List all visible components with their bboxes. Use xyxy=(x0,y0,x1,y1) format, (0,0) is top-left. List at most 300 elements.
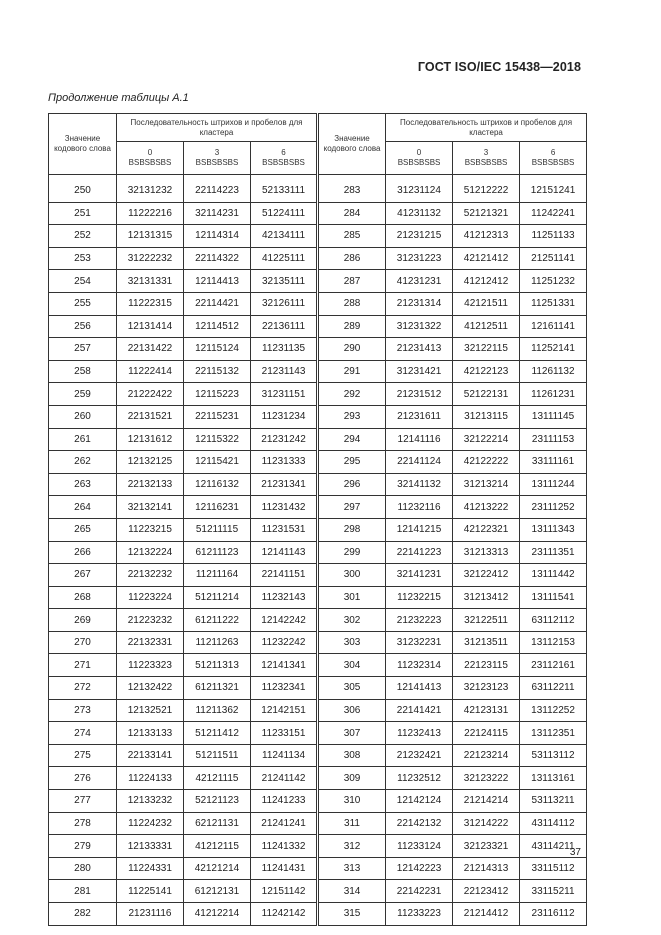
codeword-cell: 284 xyxy=(318,202,386,225)
cluster-header: 0 BSBSBSBS xyxy=(386,142,453,175)
sequence-cell: 11224331 xyxy=(117,857,184,880)
codeword-cell: 260 xyxy=(49,405,117,428)
sequence-cell: 32123222 xyxy=(453,767,520,790)
table-row xyxy=(49,270,587,293)
sequence-cell: 31214222 xyxy=(453,812,520,835)
sequence-cell: 52122131 xyxy=(453,383,520,406)
sequence-cell: 52133111 xyxy=(251,180,318,202)
sequence-cell: 42121412 xyxy=(453,247,520,270)
sequence-cell: 11211263 xyxy=(184,631,251,654)
table-caption: Продолжение таблицы А.1 xyxy=(48,92,189,104)
codeword-cell: 253 xyxy=(49,247,117,270)
cluster-header: 3 BSBSBSBS xyxy=(184,142,251,175)
table-row xyxy=(49,857,587,880)
sequence-cell: 52121321 xyxy=(453,202,520,225)
sequence-cell: 12114413 xyxy=(184,270,251,293)
sequence-cell: 11251331 xyxy=(520,292,587,315)
sequence-cell: 11232512 xyxy=(386,767,453,790)
codeword-cell: 279 xyxy=(49,835,117,858)
standard-designation: ГОСТ ISO/IEC 15438—2018 xyxy=(417,60,581,74)
sequence-cell: 22132331 xyxy=(117,631,184,654)
sequence-cell: 42134111 xyxy=(251,225,318,248)
sequence-cell: 61211123 xyxy=(184,541,251,564)
codeword-cell: 261 xyxy=(49,428,117,451)
sequence-cell: 31231223 xyxy=(386,247,453,270)
codeword-cell: 250 xyxy=(49,180,117,202)
codeword-cell: 269 xyxy=(49,609,117,632)
codeword-cell: 303 xyxy=(318,631,386,654)
sequence-cell: 12141116 xyxy=(386,428,453,451)
sequence-cell: 22115231 xyxy=(184,405,251,428)
sequence-cell: 32122115 xyxy=(453,338,520,361)
codeword-cell: 297 xyxy=(318,496,386,519)
sequence-cell: 12132224 xyxy=(117,541,184,564)
sequence-header-right: Последовательность штрихов и пробелов для кластера xyxy=(386,114,587,142)
codeword-cell: 282 xyxy=(49,903,117,926)
sequence-cell: 51211115 xyxy=(184,518,251,541)
sequence-cell: 12115124 xyxy=(184,338,251,361)
sequence-cell: 11232143 xyxy=(251,586,318,609)
table-row xyxy=(49,202,587,225)
sequence-cell: 11222315 xyxy=(117,292,184,315)
sequence-cell: 12131414 xyxy=(117,315,184,338)
sequence-cell: 61211222 xyxy=(184,609,251,632)
codeword-cell: 274 xyxy=(49,722,117,745)
sequence-cell: 43114112 xyxy=(520,812,587,835)
sequence-cell: 12142124 xyxy=(386,790,453,813)
table-row xyxy=(49,247,587,270)
table-row xyxy=(49,835,587,858)
codeword-cell: 251 xyxy=(49,202,117,225)
sequence-cell: 32122214 xyxy=(453,428,520,451)
table-row xyxy=(49,451,587,474)
sequence-cell: 12115223 xyxy=(184,383,251,406)
sequence-cell: 42123131 xyxy=(453,699,520,722)
codeword-cell: 268 xyxy=(49,586,117,609)
sequence-cell: 22136111 xyxy=(251,315,318,338)
sequence-cell: 12151142 xyxy=(251,880,318,903)
sequence-cell: 11232341 xyxy=(251,677,318,700)
sequence-cell: 52121123 xyxy=(184,790,251,813)
sequence-cell: 12132521 xyxy=(117,699,184,722)
sequence-cell: 13111244 xyxy=(520,473,587,496)
codeword-cell: 290 xyxy=(318,338,386,361)
sequence-cell: 42121511 xyxy=(453,292,520,315)
sequence-cell: 11233223 xyxy=(386,903,453,926)
codeword-cell: 310 xyxy=(318,790,386,813)
codeword-cell: 288 xyxy=(318,292,386,315)
sequence-cell: 21231341 xyxy=(251,473,318,496)
codeword-cell: 296 xyxy=(318,473,386,496)
codeword-cell: 283 xyxy=(318,180,386,202)
sequence-cell: 41231132 xyxy=(386,202,453,225)
table-row xyxy=(49,790,587,813)
codeword-cell: 295 xyxy=(318,451,386,474)
sequence-cell: 51211313 xyxy=(184,654,251,677)
sequence-cell: 11233151 xyxy=(251,722,318,745)
sequence-cell: 22132232 xyxy=(117,564,184,587)
table-row xyxy=(49,360,587,383)
sequence-cell: 11232314 xyxy=(386,654,453,677)
sequence-cell: 11232242 xyxy=(251,631,318,654)
sequence-cell: 41213222 xyxy=(453,496,520,519)
sequence-cell: 62121131 xyxy=(184,812,251,835)
sequence-cell: 22114322 xyxy=(184,247,251,270)
codeword-header-left: Значение кодового слова xyxy=(49,114,117,175)
sequence-cell: 11232413 xyxy=(386,722,453,745)
sequence-cell: 31232231 xyxy=(386,631,453,654)
sequence-cell: 11224232 xyxy=(117,812,184,835)
sequence-cell: 22114223 xyxy=(184,180,251,202)
codeword-cell: 256 xyxy=(49,315,117,338)
table-row xyxy=(49,609,587,632)
sequence-cell: 31213313 xyxy=(453,541,520,564)
sequence-cell: 41212313 xyxy=(453,225,520,248)
sequence-cell: 42121214 xyxy=(184,857,251,880)
sequence-cell: 13112252 xyxy=(520,699,587,722)
codeword-cell: 313 xyxy=(318,857,386,880)
table-row xyxy=(49,473,587,496)
codeword-cell: 265 xyxy=(49,518,117,541)
sequence-cell: 12114512 xyxy=(184,315,251,338)
sequence-cell: 13111343 xyxy=(520,518,587,541)
table-row xyxy=(49,744,587,767)
sequence-cell: 12142151 xyxy=(251,699,318,722)
sequence-cell: 42122222 xyxy=(453,451,520,474)
page-number: 37 xyxy=(569,847,581,858)
sequence-cell: 21231611 xyxy=(386,405,453,428)
sequence-cell: 12142242 xyxy=(251,609,318,632)
sequence-cell: 12141215 xyxy=(386,518,453,541)
codeword-cell: 285 xyxy=(318,225,386,248)
table-row xyxy=(49,180,587,202)
table-row xyxy=(49,654,587,677)
sequence-cell: 11223224 xyxy=(117,586,184,609)
sequence-cell: 33115211 xyxy=(520,880,587,903)
codeword-cell: 289 xyxy=(318,315,386,338)
cluster-header: 0 BSBSBSBS xyxy=(117,142,184,175)
table-row xyxy=(49,518,587,541)
sequence-cell: 22124115 xyxy=(453,722,520,745)
sequence-cell: 21231314 xyxy=(386,292,453,315)
sequence-cell: 12133133 xyxy=(117,722,184,745)
sequence-cell: 22133141 xyxy=(117,744,184,767)
codeword-cell: 266 xyxy=(49,541,117,564)
sequence-cell: 11222414 xyxy=(117,360,184,383)
codeword-cell: 298 xyxy=(318,518,386,541)
sequence-cell: 11252141 xyxy=(520,338,587,361)
sequence-cell: 51211511 xyxy=(184,744,251,767)
sequence-header-left: Последовательность штрихов и пробелов для кластера xyxy=(117,114,318,142)
table-row xyxy=(49,383,587,406)
codeword-cell: 307 xyxy=(318,722,386,745)
sequence-cell: 12133331 xyxy=(117,835,184,858)
sequence-cell: 21222422 xyxy=(117,383,184,406)
sequence-cell: 31231421 xyxy=(386,360,453,383)
sequence-cell: 12132422 xyxy=(117,677,184,700)
sequence-cell: 11231234 xyxy=(251,405,318,428)
sequence-cell: 21214412 xyxy=(453,903,520,926)
sequence-cell: 22123412 xyxy=(453,880,520,903)
sequence-cell: 51211412 xyxy=(184,722,251,745)
sequence-cell: 21223232 xyxy=(117,609,184,632)
sequence-cell: 12161141 xyxy=(520,315,587,338)
cluster-header: 6 BSBSBSBS xyxy=(251,142,318,175)
sequence-cell: 63112211 xyxy=(520,677,587,700)
sequence-cell: 21241241 xyxy=(251,812,318,835)
sequence-cell: 51224111 xyxy=(251,202,318,225)
sequence-cell: 22142132 xyxy=(386,812,453,835)
sequence-cell: 41212412 xyxy=(453,270,520,293)
sequence-cell: 41231231 xyxy=(386,270,453,293)
sequence-cell: 21241142 xyxy=(251,767,318,790)
sequence-cell: 11251133 xyxy=(520,225,587,248)
codeword-table xyxy=(48,113,587,926)
table-row xyxy=(49,631,587,654)
sequence-cell: 22142231 xyxy=(386,880,453,903)
sequence-cell: 11241431 xyxy=(251,857,318,880)
sequence-cell: 12142223 xyxy=(386,857,453,880)
sequence-cell: 13113161 xyxy=(520,767,587,790)
sequence-cell: 42121115 xyxy=(184,767,251,790)
sequence-cell: 11241332 xyxy=(251,835,318,858)
table-row xyxy=(49,541,587,564)
codeword-cell: 275 xyxy=(49,744,117,767)
codeword-cell: 273 xyxy=(49,699,117,722)
codeword-cell: 302 xyxy=(318,609,386,632)
sequence-cell: 22123115 xyxy=(453,654,520,677)
codeword-cell: 299 xyxy=(318,541,386,564)
sequence-cell: 61211321 xyxy=(184,677,251,700)
table-row xyxy=(49,767,587,790)
table-row xyxy=(49,405,587,428)
codeword-cell: 272 xyxy=(49,677,117,700)
sequence-cell: 21251141 xyxy=(520,247,587,270)
sequence-cell: 11223215 xyxy=(117,518,184,541)
sequence-cell: 11225141 xyxy=(117,880,184,903)
sequence-cell: 21231242 xyxy=(251,428,318,451)
sequence-cell: 22114421 xyxy=(184,292,251,315)
codeword-cell: 255 xyxy=(49,292,117,315)
sequence-cell: 61212131 xyxy=(184,880,251,903)
sequence-cell: 32123123 xyxy=(453,677,520,700)
sequence-cell: 41212511 xyxy=(453,315,520,338)
sequence-cell: 13111442 xyxy=(520,564,587,587)
sequence-cell: 11211362 xyxy=(184,699,251,722)
codeword-cell: 258 xyxy=(49,360,117,383)
sequence-cell: 12115421 xyxy=(184,451,251,474)
sequence-cell: 11222216 xyxy=(117,202,184,225)
codeword-cell: 315 xyxy=(318,903,386,926)
sequence-cell: 11261231 xyxy=(520,383,587,406)
sequence-cell: 43114211 xyxy=(520,835,587,858)
sequence-cell: 41212115 xyxy=(184,835,251,858)
sequence-cell: 22141223 xyxy=(386,541,453,564)
sequence-cell: 22131422 xyxy=(117,338,184,361)
sequence-cell: 32131232 xyxy=(117,180,184,202)
sequence-cell: 11241233 xyxy=(251,790,318,813)
codeword-cell: 264 xyxy=(49,496,117,519)
codeword-cell: 286 xyxy=(318,247,386,270)
codeword-cell: 304 xyxy=(318,654,386,677)
sequence-cell: 23111153 xyxy=(520,428,587,451)
sequence-cell: 21231116 xyxy=(117,903,184,926)
sequence-cell: 21231143 xyxy=(251,360,318,383)
sequence-cell: 32141132 xyxy=(386,473,453,496)
table-row xyxy=(49,903,587,926)
sequence-cell: 11231333 xyxy=(251,451,318,474)
sequence-cell: 32131331 xyxy=(117,270,184,293)
codeword-cell: 292 xyxy=(318,383,386,406)
sequence-cell: 21214313 xyxy=(453,857,520,880)
table-row xyxy=(49,315,587,338)
sequence-cell: 53113112 xyxy=(520,744,587,767)
sequence-cell: 21232223 xyxy=(386,609,453,632)
sequence-cell: 31231124 xyxy=(386,180,453,202)
sequence-cell: 11232215 xyxy=(386,586,453,609)
sequence-cell: 21231512 xyxy=(386,383,453,406)
codeword-header-right: Значение кодового слова xyxy=(318,114,386,175)
sequence-cell: 31213115 xyxy=(453,405,520,428)
codeword-cell: 311 xyxy=(318,812,386,835)
sequence-cell: 32135111 xyxy=(251,270,318,293)
codeword-cell: 276 xyxy=(49,767,117,790)
sequence-cell: 22141151 xyxy=(251,564,318,587)
codeword-cell: 301 xyxy=(318,586,386,609)
sequence-cell: 31222232 xyxy=(117,247,184,270)
sequence-cell: 23111351 xyxy=(520,541,587,564)
sequence-cell: 12132125 xyxy=(117,451,184,474)
sequence-cell: 32126111 xyxy=(251,292,318,315)
sequence-cell: 12116231 xyxy=(184,496,251,519)
codeword-cell: 254 xyxy=(49,270,117,293)
sequence-cell: 33111161 xyxy=(520,451,587,474)
codeword-cell: 312 xyxy=(318,835,386,858)
sequence-cell: 12131315 xyxy=(117,225,184,248)
sequence-cell: 21231413 xyxy=(386,338,453,361)
sequence-cell: 23111252 xyxy=(520,496,587,519)
table-row xyxy=(49,586,587,609)
sequence-cell: 31231322 xyxy=(386,315,453,338)
table-row xyxy=(49,338,587,361)
sequence-cell: 11211164 xyxy=(184,564,251,587)
sequence-cell: 12115322 xyxy=(184,428,251,451)
codeword-cell: 267 xyxy=(49,564,117,587)
sequence-cell: 13112351 xyxy=(520,722,587,745)
sequence-cell: 32132141 xyxy=(117,496,184,519)
sequence-cell: 11242241 xyxy=(520,202,587,225)
codeword-cell: 287 xyxy=(318,270,386,293)
codeword-cell: 262 xyxy=(49,451,117,474)
sequence-cell: 12131612 xyxy=(117,428,184,451)
codeword-cell: 308 xyxy=(318,744,386,767)
codeword-cell: 281 xyxy=(49,880,117,903)
codeword-cell: 293 xyxy=(318,405,386,428)
codeword-cell: 271 xyxy=(49,654,117,677)
codeword-cell: 305 xyxy=(318,677,386,700)
sequence-cell: 32123321 xyxy=(453,835,520,858)
sequence-cell: 11251232 xyxy=(520,270,587,293)
codeword-cell: 257 xyxy=(49,338,117,361)
sequence-cell: 22131521 xyxy=(117,405,184,428)
codeword-cell: 294 xyxy=(318,428,386,451)
codeword-cell: 300 xyxy=(318,564,386,587)
sequence-cell: 31231151 xyxy=(251,383,318,406)
sequence-cell: 11233124 xyxy=(386,835,453,858)
table-row xyxy=(49,225,587,248)
sequence-cell: 21231215 xyxy=(386,225,453,248)
sequence-cell: 22141124 xyxy=(386,451,453,474)
table-row xyxy=(49,677,587,700)
codeword-cell: 270 xyxy=(49,631,117,654)
codeword-cell: 278 xyxy=(49,812,117,835)
sequence-cell: 21232421 xyxy=(386,744,453,767)
sequence-cell: 33115112 xyxy=(520,857,587,880)
cluster-header: 3 BSBSBSBS xyxy=(453,142,520,175)
sequence-cell: 11232116 xyxy=(386,496,453,519)
codeword-cell: 259 xyxy=(49,383,117,406)
sequence-cell: 11241134 xyxy=(251,744,318,767)
table-row xyxy=(49,496,587,519)
sequence-cell: 32141231 xyxy=(386,564,453,587)
sequence-cell: 13111541 xyxy=(520,586,587,609)
sequence-cell: 11261132 xyxy=(520,360,587,383)
codeword-cell: 277 xyxy=(49,790,117,813)
sequence-cell: 53113211 xyxy=(520,790,587,813)
sequence-cell: 22115132 xyxy=(184,360,251,383)
sequence-cell: 12114314 xyxy=(184,225,251,248)
sequence-cell: 63112112 xyxy=(520,609,587,632)
sequence-cell: 31213214 xyxy=(453,473,520,496)
codeword-cell: 306 xyxy=(318,699,386,722)
sequence-cell: 51211214 xyxy=(184,586,251,609)
table-row xyxy=(49,880,587,903)
sequence-cell: 41225111 xyxy=(251,247,318,270)
codeword-cell: 309 xyxy=(318,767,386,790)
sequence-cell: 42122123 xyxy=(453,360,520,383)
sequence-cell: 32114231 xyxy=(184,202,251,225)
table-row xyxy=(49,564,587,587)
codeword-cell: 314 xyxy=(318,880,386,903)
sequence-cell: 22123214 xyxy=(453,744,520,767)
sequence-cell: 12141341 xyxy=(251,654,318,677)
sequence-cell: 11231135 xyxy=(251,338,318,361)
sequence-cell: 32122511 xyxy=(453,609,520,632)
sequence-cell: 11223323 xyxy=(117,654,184,677)
sequence-cell: 12141143 xyxy=(251,541,318,564)
table-row xyxy=(49,722,587,745)
sequence-cell: 42122321 xyxy=(453,518,520,541)
sequence-cell: 12151241 xyxy=(520,180,587,202)
sequence-cell: 12133232 xyxy=(117,790,184,813)
sequence-cell: 12141413 xyxy=(386,677,453,700)
cluster-header: 6 BSBSBSBS xyxy=(520,142,587,175)
table-row xyxy=(49,292,587,315)
codeword-cell: 291 xyxy=(318,360,386,383)
sequence-cell: 32122412 xyxy=(453,564,520,587)
sequence-cell: 23116112 xyxy=(520,903,587,926)
sequence-cell: 13111145 xyxy=(520,405,587,428)
table-row xyxy=(49,699,587,722)
codeword-cell: 263 xyxy=(49,473,117,496)
sequence-cell: 22141421 xyxy=(386,699,453,722)
sequence-cell: 11231531 xyxy=(251,518,318,541)
sequence-cell: 51212222 xyxy=(453,180,520,202)
sequence-cell: 12116132 xyxy=(184,473,251,496)
sequence-cell: 11231432 xyxy=(251,496,318,519)
sequence-cell: 21214214 xyxy=(453,790,520,813)
sequence-cell: 23112161 xyxy=(520,654,587,677)
